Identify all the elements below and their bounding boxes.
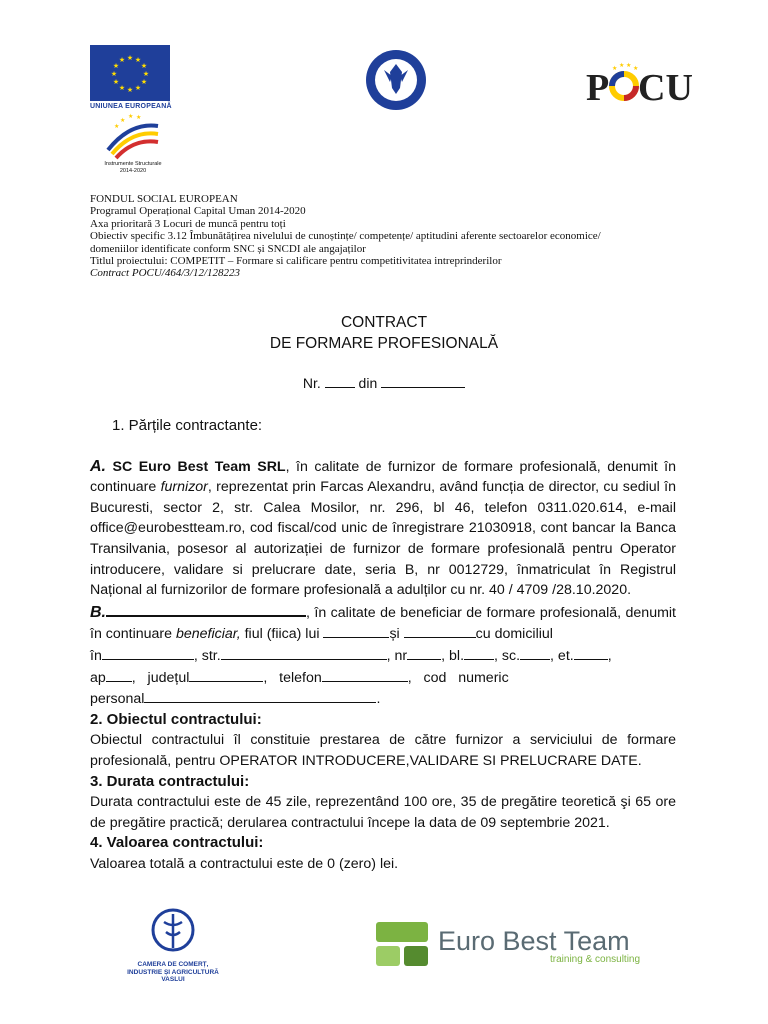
party-b-text1: , în calitate de beneficiar de formare profesională, denumit în continuare <box>90 604 676 643</box>
pocu-logo <box>584 62 693 109</box>
party-b-cod: , cod numeric <box>407 669 509 686</box>
party-b-judet: , județul <box>131 669 190 686</box>
svg-text:★: ★ <box>112 62 120 70</box>
svg-text:★: ★ <box>626 62 632 69</box>
date-blank[interactable] <box>381 373 465 388</box>
party-b-beneficiar: beneficiar, <box>175 626 241 643</box>
bl-blank[interactable] <box>464 645 494 660</box>
header-objective: Obiectiv specific 3.12 Îmbunătățirea nivelului de cunoștințe/ competențe/ aptitudini aferente sectoarelor economice/ <box>90 230 601 243</box>
beneficiary-name-blank[interactable] <box>106 601 306 617</box>
ebt-mark-icon <box>376 922 428 966</box>
cnp-blank[interactable] <box>144 688 376 703</box>
party-b-telefon: , telefon <box>263 669 322 686</box>
header-axis: Axa prioritară 3 Locuri de muncă pentru toți <box>90 217 286 230</box>
title-line-1: CONTRACT <box>340 314 428 331</box>
party-b-nr: , nr <box>386 647 408 664</box>
svg-text:★: ★ <box>134 56 142 64</box>
eu-flag-logo <box>90 45 170 101</box>
svg-text:★: ★ <box>140 62 148 70</box>
nr-label: Nr. <box>302 375 321 391</box>
instruments-years: 2014-2020 <box>119 167 147 174</box>
parent2-blank[interactable] <box>404 623 476 638</box>
s3-heading: 3. Durata contractului: <box>90 772 250 790</box>
cci-line-1: CAMERA DE COMERȚ, <box>137 961 209 968</box>
party-a-text1: , în calitate de furnizor de formare profesională, denumit în continuare <box>90 458 676 496</box>
s2-text: Obiectul contractului îl constituie prestarea de către furnizor a serviciului de formare profesională, pentru OPERATOR INTRODUCERE,VALIDARE SI PRELUCRARE DATE. <box>90 732 676 769</box>
s4-heading: 4. Valoarea contractului: <box>90 834 264 852</box>
svg-text:★: ★ <box>118 56 126 64</box>
cci-line-2: INDUSTRIE ȘI AGRICULTURĂ <box>127 968 219 976</box>
svg-text:★: ★ <box>136 114 142 121</box>
street-nr-blank[interactable] <box>407 645 441 660</box>
svg-text:★: ★ <box>110 70 118 78</box>
svg-text:★: ★ <box>633 65 639 72</box>
party-b-si: și <box>389 626 400 643</box>
chamber-of-commerce-logo <box>118 906 228 996</box>
locality-blank[interactable] <box>102 645 194 660</box>
header-program: Programul Operațional Capital Uman 2014-2020 <box>90 205 306 218</box>
ebt-tagline: training & consulting <box>550 954 641 965</box>
ebt-name: Euro Best Team <box>438 926 630 956</box>
s4-text: Valoarea totală a contractului este de 0 (zero) lei. <box>90 855 399 872</box>
party-a-paragraph <box>90 457 676 601</box>
eu-label: UNIUNEA EUROPEANĂ <box>90 103 172 110</box>
party-a-furnizor: furnizor <box>160 479 208 496</box>
party-a-label: A. <box>90 457 106 475</box>
document-title <box>0 312 768 354</box>
header-objective-cont: domeniilor identificate conform SNC și SNCDI ale angajaților <box>90 242 366 255</box>
party-b-bl: , bl. <box>441 647 465 664</box>
contract-body <box>90 416 676 874</box>
instruments-label-line: Instrumente Structurale <box>104 161 162 167</box>
party-b-et: , et. <box>550 647 574 664</box>
romanian-government-seal <box>364 48 428 112</box>
party-b-label: B. <box>90 603 106 621</box>
s1-heading-wrap <box>112 416 676 437</box>
party-b-str: , str. <box>193 647 221 664</box>
instruments-label <box>98 161 168 174</box>
phone-blank[interactable] <box>322 667 408 682</box>
euro-best-team-logo <box>374 920 644 970</box>
svg-text:★: ★ <box>120 117 126 124</box>
svg-text:★: ★ <box>126 54 134 62</box>
svg-text:★: ★ <box>126 86 134 94</box>
svg-text:P: P <box>586 67 610 109</box>
svg-text:CU: CU <box>638 67 693 109</box>
s3-text: Durata contractului este de 45 zile, reprezentând 100 ore, 35 de pregătire teoretică şi 65 ore de pregătire practică; derularea contractului începe la data de 09 septembrie 2021. <box>90 794 676 831</box>
party-b-in: în <box>90 647 102 664</box>
header-fund: FONDUL SOCIAL EUROPEAN <box>90 193 238 205</box>
party-b-personal: personal <box>90 691 145 708</box>
svg-text:★: ★ <box>619 62 625 69</box>
s1-heading: 1. Părțile contractante: <box>112 417 263 434</box>
header-project-title: Titlul proiectului: COMPETIT – Formare si calificare pentru competitivitatea intreprinderilor <box>90 255 502 268</box>
party-b-sc: , sc. <box>494 647 521 664</box>
din-label: din <box>358 375 378 391</box>
party-a-text2: , reprezentat prin Farcas Alexandru, având funcția de director, cu sediul în Bucuresti, sector 2, str. Calea Mosilor, nr. 296, bl 46, telefon 0311.020.614, e-mail office@eurobestteam.ro, cod fiscal/cod unic de înregistrare 21030918, cont bancar la Banca Transilvania, posesor al autorizației de furnizor de formare profesională pentru Operator introducere, validare si prelucrare date, seria B, nr 0012729, înmatriculat în Registrul Național al furnizorilor de formare profesională a adulților cu nr. 40 / 4709 /28.10.2020. <box>90 479 676 599</box>
svg-text:★: ★ <box>612 65 618 72</box>
svg-text:★: ★ <box>142 70 150 78</box>
party-a-company: SC Euro Best Team SRL <box>112 458 286 475</box>
svg-text:★: ★ <box>140 78 148 86</box>
nr-blank[interactable] <box>325 373 355 388</box>
county-blank[interactable] <box>189 667 263 682</box>
structural-instruments-icon <box>100 112 164 160</box>
program-header <box>90 193 690 280</box>
title-line-2: DE FORMARE PROFESIONALĂ <box>269 335 499 352</box>
svg-text:★: ★ <box>118 84 126 92</box>
party-b-ap: ap <box>90 669 106 686</box>
contract-number-line <box>0 373 768 391</box>
party-b-paragraph: B. , în calitate de beneficiar de formare profesională, denumit în continuare beneficiar, fiul (fiica) lui și cu domiciliul în , str. , nr , bl. , sc. , et. , ap , județul , telefon , cod numeric personal . <box>90 601 676 710</box>
et-blank[interactable] <box>574 645 608 660</box>
s2-heading: 2. Obiectul contractului: <box>90 710 262 728</box>
svg-text:★: ★ <box>134 84 142 92</box>
sc-blank[interactable] <box>520 645 550 660</box>
header-contract-number: Contract POCU/464/3/12/128223 <box>90 267 241 280</box>
parent1-blank[interactable] <box>323 623 389 638</box>
svg-text:★: ★ <box>112 78 120 86</box>
svg-text:★: ★ <box>114 123 120 130</box>
street-blank[interactable] <box>221 645 387 660</box>
party-b-domiciliu: cu domiciliul <box>475 626 553 643</box>
cci-line-3: VASLUI <box>161 976 185 983</box>
ap-blank[interactable] <box>106 667 132 682</box>
party-b-fiul: fiul (fiica) lui <box>240 626 324 643</box>
svg-text:★: ★ <box>128 113 134 120</box>
